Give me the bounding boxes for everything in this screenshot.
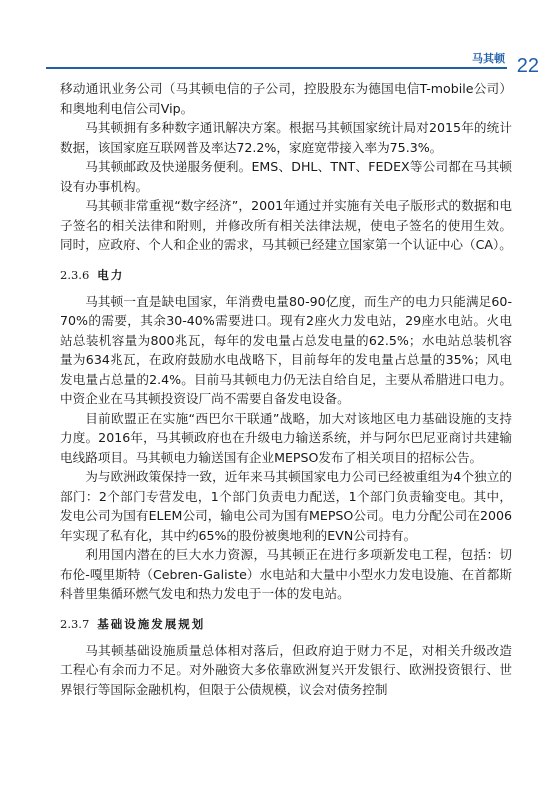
paragraph-continued: 移动通讯业务公司（马其顿电信的子公司，控股股东为德国电信T-mobile公司）和奥地利电信公司Vip。: [60, 81, 512, 116]
section-number: 2.3.7: [60, 616, 90, 631]
paragraph: 为与欧洲政策保持一致，近年来马其顿国家电力公司已经被重组为4个独立的部门：2个部门专营发电，1个部门负责电力配送，1个部门负责输变电。其中，发电公司为国有ELEM公司，输电公司为国有MEPSO公司。电力分配公司在2006年实现了私有化，其中约65%的股份被奥地利的EVN公司持有。: [60, 469, 512, 543]
page-body: [60, 79, 512, 699]
paragraph: 目前欧盟正在实施“西巴尔干联通”战略，加大对该地区电力基础设施的支持力度。2016年，马其顿政府也在升级电力输送系统，并与阿尔巴尼亚商讨共建输电线路项目。马其顿电力输送国有企业MEPSO发布了相关项目的招标公告。: [60, 410, 512, 465]
paragraph: 利用国内潜在的巨大水力资源，马其顿正在进行多项新发电工程，包括：切布伦-嘎里斯特（Cebren-Galiste）水电站和大量中小型水力发电设施、在首都斯科普里集循环燃气发电和热力发电于一体的发电站。: [60, 547, 512, 601]
running-header-title: 马其顿: [472, 52, 505, 65]
section-number: 2.3.6: [60, 267, 90, 282]
paragraph: 马其顿非常重视“数字经济”，2001年通过并实施有关电子版形式的数据和电子签名的相关法律和附则，并修改所有相关法律法规，使电子签名的使用生效。同时，应政府、个人和企业的需求，马其顿已经建立国家第一个认证中心（CA）。: [60, 198, 512, 252]
page-header: [0, 0, 559, 80]
paragraph: 马其顿邮政及快递服务便利。EMS、DHL、TNT、FEDEX等公司都在马其顿设有办事机构。: [60, 159, 512, 194]
header-rule: [46, 67, 507, 69]
section-heading-2-3-6: [60, 267, 512, 283]
page-number: 22: [516, 55, 539, 77]
section-title: 基础设施发展规划: [97, 616, 206, 631]
paragraph: 马其顿一直是缺电国家，年消费电量80-90亿度，而生产的电力只能满足60-70%的需要，其余30-40%需要进口。现有2座火力发电站，29座水电站。火电站总装机容量为800兆瓦，每年的发电量占总发电量的62.5%；水电站总装机容量为634兆瓦，在政府鼓励水电战略下，目前每年的发电量占总量的35%；风电发电量占总量的2.4%。目前马其顿电力仍无法自给自足，主要从希腊进口电力。中资企业在马其顿投资设厂尚不需要自备发电设备。: [60, 293, 512, 406]
section-heading-2-3-7: [60, 616, 512, 632]
section-title: 电力: [97, 267, 125, 282]
paragraph: 马其顿拥有多种数字通讯解决方案。根据马其顿国家统计局对2015年的统计数据，该国家庭互联网普及率达72.2%，家庭宽带接入率为75.3%。: [60, 120, 512, 155]
paragraph: 马其顿基础设施质量总体相对落后，但政府迫于财力不足，对相关升级改造工程心有余而力不足。对外融资大多依靠欧洲复兴开发银行、欧洲投资银行、世界银行等国际金融机构，但限于公债规模，议会对债务控制: [60, 642, 512, 697]
